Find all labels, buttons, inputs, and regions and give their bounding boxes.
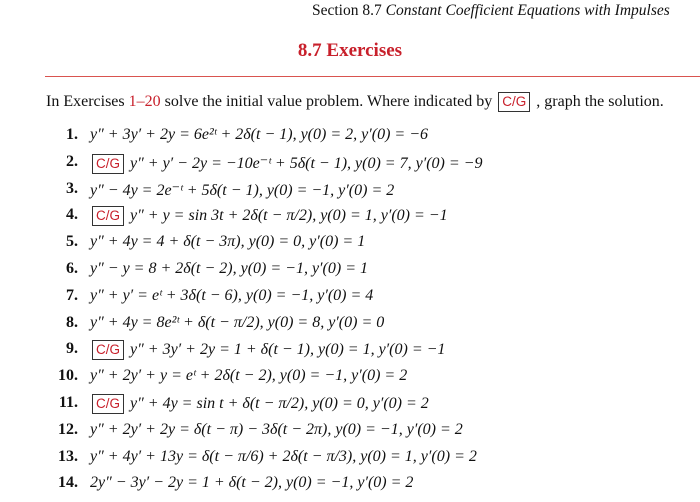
cg-badge: C/G xyxy=(92,154,124,174)
section-title: Constant Coefficient Equations with Impulses xyxy=(385,2,670,19)
problem-item xyxy=(0,340,700,364)
problem-equation xyxy=(90,206,448,226)
problem-equation xyxy=(90,153,482,174)
problem-item xyxy=(0,314,700,338)
equation-text: y″ + 3y′ + 2y = 6e²ᵗ + 2δ(t − 1), y(0) = 2, y′(0) = −6 xyxy=(90,126,428,143)
section-heading xyxy=(312,2,670,20)
problem-equation xyxy=(90,474,413,492)
problem-equation xyxy=(90,340,445,360)
equation-text: y″ + 2y′ + y = eᵗ + 2δ(t − 2), y(0) = −1, y′(0) = 2 xyxy=(90,367,408,385)
problem-number: 9. xyxy=(66,340,78,358)
problem-item xyxy=(0,233,700,257)
problem-equation xyxy=(90,233,365,251)
equation-text: y″ + 4y = sin t + δ(t − π/2), y(0) = 0, y′(0) = 2 xyxy=(130,395,429,412)
problem-number: 7. xyxy=(66,286,78,304)
equation-text: y″ + 4y = 4 + δ(t − 3π), y(0) = 0, y′(0) = 1 xyxy=(90,233,366,251)
exercises-title: 8.7 Exercises xyxy=(297,40,403,61)
problem-item xyxy=(0,367,700,391)
equation-text: y″ + 4y′ + 13y = δ(t − π/6) + 2δ(t − π/3), y(0) = 1, y′(0) = 2 xyxy=(90,447,477,465)
equation-text: y″ − 4y = 2e⁻ᵗ + 5δ(t − 1), y(0) = −1, y′(0) = 2 xyxy=(90,181,395,199)
equation-text: y″ + 3y′ + 2y = 1 + δ(t − 1), y(0) = 1, y′(0) = −1 xyxy=(130,341,446,359)
problem-number: 5. xyxy=(66,233,78,251)
problem-equation xyxy=(90,126,428,144)
problem-item xyxy=(0,421,700,445)
equation-text: y″ + 4y = 8e²ᵗ + δ(t − π/2), y(0) = 8, y′(0) = 0 xyxy=(90,313,385,331)
problem-number: 3. xyxy=(66,179,78,197)
cg-badge: C/G xyxy=(92,206,124,226)
problem-number: 12. xyxy=(58,420,78,438)
intro-middle: solve the initial value problem. Where indicated by xyxy=(160,93,497,110)
exercise-range-link[interactable]: 1–20 xyxy=(128,93,161,110)
equation-text: y″ + y′ − 2y = −10e⁻ᵗ + 5δ(t − 1), y(0) = 7, y′(0) = −9 xyxy=(130,154,483,172)
problem-item xyxy=(0,448,700,472)
problem-equation xyxy=(90,260,368,278)
problem-number: 1. xyxy=(66,126,78,143)
problem-equation xyxy=(90,314,384,332)
problem-item xyxy=(0,126,700,150)
problem-number: 10. xyxy=(58,367,78,385)
intro-paragraph xyxy=(46,92,664,112)
intro-before: In Exercises xyxy=(46,93,129,110)
intro-after: , graph the solution. xyxy=(532,93,664,110)
problem-item xyxy=(0,287,700,311)
problem-equation xyxy=(90,448,477,466)
problem-number: 4. xyxy=(66,206,78,224)
cg-badge: C/G xyxy=(92,394,124,414)
problem-equation xyxy=(90,421,463,439)
equation-text: y″ − y = 8 + 2δ(t − 2), y(0) = −1, y′(0) = 1 xyxy=(90,260,368,277)
problem-item xyxy=(0,206,700,230)
equation-text: y″ + 2y′ + 2y = δ(t − π) − 3δ(t − 2π), y(0) = −1, y′(0) = 2 xyxy=(90,420,463,438)
divider xyxy=(45,76,700,77)
equation-text: y″ + y = sin 3t + 2δ(t − π/2), y(0) = 1, y′(0) = −1 xyxy=(130,207,448,225)
problem-equation xyxy=(90,180,394,200)
problem-number: 11. xyxy=(58,394,78,411)
problem-equation xyxy=(90,287,373,305)
cg-badge: C/G xyxy=(498,92,530,112)
equation-text: 2y″ − 3y′ − 2y = 1 + δ(t − 2), y(0) = −1, y′(0) = 2 xyxy=(90,474,414,492)
problem-item xyxy=(0,394,700,418)
problem-item xyxy=(0,260,700,284)
problem-equation xyxy=(90,394,429,414)
problem-item xyxy=(0,153,700,177)
section-header xyxy=(0,2,700,26)
problem-number: 14. xyxy=(58,474,78,492)
cg-badge: C/G xyxy=(92,340,124,360)
problem-item xyxy=(0,474,700,498)
problem-number: 13. xyxy=(58,447,78,465)
problem-number: 2. xyxy=(66,152,78,170)
section-label: Section 8.7 xyxy=(312,2,382,19)
equation-text: y″ + y′ = eᵗ + 3δ(t − 6), y(0) = −1, y′(0) = 4 xyxy=(90,286,374,304)
problem-number: 8. xyxy=(66,313,78,331)
problem-item xyxy=(0,180,700,204)
problem-equation xyxy=(90,367,407,385)
problem-number: 6. xyxy=(66,260,78,277)
